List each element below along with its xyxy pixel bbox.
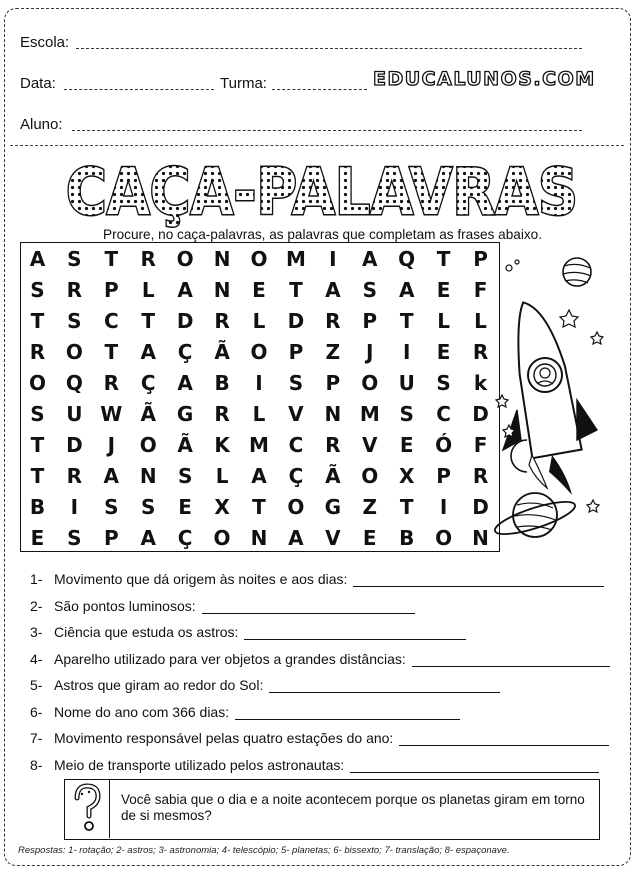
grid-cell[interactable]: I xyxy=(329,247,337,271)
question-text: São pontos luminosos: xyxy=(54,597,196,614)
grid-cell[interactable]: S xyxy=(399,402,414,426)
grid-cell[interactable]: L xyxy=(141,278,155,302)
grid-cell[interactable]: O xyxy=(176,247,194,271)
date-label: Data: xyxy=(20,75,56,92)
grid-cell[interactable]: D xyxy=(176,309,194,333)
small-star-icon xyxy=(506,265,512,271)
grid-cell[interactable]: Ç xyxy=(177,526,193,550)
instructions: Procure, no caça-palavras, as palavras que completam as frases abaixo. xyxy=(103,227,542,242)
question-number: 8- xyxy=(30,756,43,773)
question-item xyxy=(30,677,263,693)
question-number: 6- xyxy=(30,703,43,720)
grid-cell[interactable]: P xyxy=(103,526,119,550)
grid-cell[interactable]: M xyxy=(249,433,269,457)
grid-cell[interactable]: O xyxy=(361,371,379,395)
grid-cell[interactable]: S xyxy=(288,371,304,395)
grid-cell[interactable]: S xyxy=(104,495,119,519)
grid-cell[interactable]: A xyxy=(362,247,378,271)
grid-cell[interactable]: P xyxy=(288,340,304,364)
grid-cell[interactable]: B xyxy=(399,526,415,550)
word-search-grid xyxy=(20,242,500,552)
question-item xyxy=(30,651,406,667)
header-divider xyxy=(10,145,624,146)
class-field[interactable] xyxy=(272,89,367,90)
grid-cell[interactable]: k xyxy=(473,371,488,395)
grid-cell[interactable]: O xyxy=(361,464,379,488)
answer-line[interactable] xyxy=(244,639,466,640)
grid-cell[interactable]: O xyxy=(287,495,305,519)
grid-cell[interactable]: Ã xyxy=(140,402,156,426)
question-text: Meio de transporte utilizado pelos astronautas: xyxy=(54,756,345,773)
grid-cell[interactable]: O xyxy=(435,526,453,550)
grid-cell[interactable]: O xyxy=(213,526,231,550)
school-label: Escola: xyxy=(20,34,70,51)
grid-cell[interactable]: K xyxy=(214,433,230,457)
student-field[interactable] xyxy=(72,130,582,131)
grid-cell[interactable]: Q xyxy=(65,371,83,395)
grid-cell[interactable]: Ã xyxy=(325,464,341,488)
grid-cell[interactable]: T xyxy=(399,495,414,519)
grid-cell[interactable]: S xyxy=(141,495,156,519)
grid-cell[interactable]: R xyxy=(325,309,341,333)
grid-cell[interactable]: P xyxy=(325,371,341,395)
grid-cell[interactable]: P xyxy=(473,247,488,271)
grid-cell[interactable]: W xyxy=(100,402,123,426)
grid-cell[interactable]: A xyxy=(29,247,46,271)
grid-cell[interactable]: U xyxy=(398,371,415,395)
grid-cell[interactable]: D xyxy=(472,402,489,426)
grid-cell[interactable]: T xyxy=(104,340,119,364)
grid-cell[interactable]: N xyxy=(324,402,342,426)
grid-cell[interactable]: R xyxy=(325,433,341,457)
star-icon xyxy=(560,310,578,327)
grid-cell[interactable]: A xyxy=(177,278,193,302)
grid-cell[interactable]: C xyxy=(288,433,304,457)
grid-cell[interactable]: D xyxy=(66,433,83,457)
grid-cell[interactable]: S xyxy=(67,247,82,271)
grid-cell[interactable]: Ã xyxy=(177,433,193,457)
grid-cell[interactable]: D xyxy=(472,495,489,519)
grid-cell[interactable]: N xyxy=(139,464,157,488)
grid-cell[interactable]: Q xyxy=(398,247,416,271)
question-text: Aparelho utilizado para ver objetos a grandes distâncias: xyxy=(54,650,406,667)
school-field[interactable] xyxy=(76,48,582,49)
star-icon xyxy=(496,395,508,407)
grid-cell[interactable]: T xyxy=(141,309,156,333)
grid-cell[interactable]: R xyxy=(29,340,46,364)
grid-cell[interactable]: E xyxy=(436,340,451,364)
grid-cell[interactable]: Ç xyxy=(177,340,193,364)
question-number: 3- xyxy=(30,624,43,640)
grid-cell[interactable]: I xyxy=(439,495,448,519)
grid-cell[interactable]: O xyxy=(65,340,83,364)
grid-cell[interactable]: A xyxy=(251,464,267,488)
grid-cell[interactable]: N xyxy=(213,247,231,271)
title-text: CAÇA-PALAVRAS xyxy=(66,156,578,230)
grid-cell[interactable]: O xyxy=(250,340,268,364)
grid-cell[interactable]: F xyxy=(473,433,488,457)
grid-cell[interactable]: Ã xyxy=(214,340,230,364)
grid-cell[interactable]: A xyxy=(288,526,304,550)
question-item xyxy=(30,757,344,773)
grid-cell[interactable]: T xyxy=(30,433,45,457)
grid-cell[interactable]: B xyxy=(29,495,46,519)
grid-cell[interactable]: T xyxy=(252,495,266,519)
grid-cell[interactable]: R xyxy=(103,371,119,395)
grid-cell[interactable]: T xyxy=(436,247,451,271)
grid-cell[interactable]: J xyxy=(107,433,116,457)
grid-cell[interactable]: N xyxy=(472,526,489,550)
grid-cell[interactable]: L xyxy=(215,464,229,488)
grid-cell[interactable]: F xyxy=(473,278,488,302)
grid-cell[interactable]: E xyxy=(362,526,377,550)
grid-cell[interactable]: N xyxy=(250,526,268,550)
class-label: Turma: xyxy=(220,75,267,92)
fact-box xyxy=(64,779,600,840)
question-item xyxy=(30,598,196,614)
answer-line[interactable] xyxy=(350,772,599,773)
grid-cell[interactable]: G xyxy=(324,495,342,519)
grid-cell[interactable]: S xyxy=(30,278,45,302)
saturn-icon xyxy=(492,493,578,540)
grid-cell[interactable]: L xyxy=(252,402,266,426)
grid-cell[interactable]: P xyxy=(103,278,119,302)
question-text: Movimento responsável pelas quatro estações do ano: xyxy=(54,730,394,746)
fact-text: Você sabia que o dia e a noite acontecem porque os planetas giram em torno de si mesmos? xyxy=(121,792,585,823)
answer-line[interactable] xyxy=(202,613,415,614)
answer-line[interactable] xyxy=(353,586,604,587)
grid-cell[interactable]: L xyxy=(437,309,450,333)
grid-cell[interactable]: D xyxy=(287,309,305,333)
grid-cell[interactable]: S xyxy=(177,464,193,488)
grid-cell[interactable]: X xyxy=(398,464,415,488)
grid-cell[interactable]: B xyxy=(214,371,230,395)
grid-cell[interactable]: I xyxy=(402,340,411,364)
question-text: Nome do ano com 366 dias: xyxy=(54,703,230,720)
grid-cell[interactable]: Ç xyxy=(140,371,156,395)
question-mark-icon xyxy=(65,780,110,838)
answer-line[interactable] xyxy=(399,745,609,746)
question-text: Ciência que estuda os astros: xyxy=(54,624,239,640)
grid-cell[interactable]: Z xyxy=(325,340,341,364)
grid-cell[interactable]: C xyxy=(436,402,451,426)
grid-cell[interactable]: Ç xyxy=(288,464,304,488)
question-item xyxy=(30,624,238,640)
grid-cell[interactable]: Ó xyxy=(435,433,453,457)
question-number: 5- xyxy=(30,677,43,693)
question-number: 2- xyxy=(30,597,43,614)
star-icon xyxy=(591,332,603,344)
grid-cell[interactable]: A xyxy=(177,371,193,395)
grid-cell[interactable]: R xyxy=(66,278,83,302)
grid-cell[interactable]: L xyxy=(252,309,266,333)
grid-cell[interactable]: U xyxy=(66,402,83,426)
grid-cell[interactable]: S xyxy=(436,371,451,395)
grid-cell[interactable]: O xyxy=(28,371,46,395)
student-label: Aluno: xyxy=(20,116,63,133)
brand-logo: EDUCALUNOS.COM xyxy=(373,68,596,90)
grid-cell[interactable]: E xyxy=(436,278,451,302)
grid-cell[interactable]: Z xyxy=(362,495,378,519)
planet-icon xyxy=(563,258,591,286)
grid-cell[interactable]: T xyxy=(30,464,45,488)
grid-cell[interactable]: A xyxy=(140,340,156,364)
question-number: 1- xyxy=(30,571,43,587)
small-star-icon xyxy=(515,260,519,264)
grid-cell[interactable]: R xyxy=(472,464,489,488)
grid-cell[interactable]: T xyxy=(104,247,119,271)
grid-cell[interactable]: G xyxy=(176,402,194,426)
answer-line[interactable] xyxy=(269,692,500,693)
grid-cell[interactable]: O xyxy=(139,433,157,457)
grid-cell[interactable]: E xyxy=(399,433,414,457)
grid-cell[interactable]: I xyxy=(70,495,79,519)
question-number: 7- xyxy=(30,730,43,746)
title-art xyxy=(62,156,582,230)
grid-cell[interactable]: A xyxy=(325,278,341,302)
rocket-icon xyxy=(503,297,597,495)
question-text: Movimento que dá origem às noites e aos dias: xyxy=(54,571,348,587)
grid-cell[interactable]: E xyxy=(30,526,45,550)
grid-cell[interactable]: V xyxy=(288,402,304,426)
grid-cell[interactable]: S xyxy=(362,278,377,302)
grid-cell[interactable]: S xyxy=(30,402,45,426)
page-title xyxy=(62,156,582,230)
grid-cell[interactable]: S xyxy=(67,309,82,333)
grid-cell[interactable]: R xyxy=(214,402,230,426)
grid-cell[interactable]: E xyxy=(252,278,266,302)
grid-cell[interactable]: R xyxy=(66,464,83,488)
grid-cell[interactable]: V xyxy=(362,433,378,457)
grid-cell[interactable]: A xyxy=(140,526,156,550)
grid-cell[interactable]: T xyxy=(289,278,303,302)
grid-cell[interactable]: R xyxy=(214,309,230,333)
grid-cell[interactable]: I xyxy=(255,371,263,395)
star-icon xyxy=(587,500,599,512)
grid-cell[interactable]: C xyxy=(103,309,119,333)
date-field[interactable] xyxy=(64,89,214,90)
grid-cell[interactable]: E xyxy=(178,495,192,519)
grid-cell[interactable]: P xyxy=(362,309,378,333)
grid-cell[interactable]: V xyxy=(325,526,341,550)
grid-cell[interactable]: X xyxy=(214,495,230,519)
question-item xyxy=(30,730,393,746)
question-item xyxy=(30,704,229,720)
grid-cell[interactable]: T xyxy=(399,309,414,333)
question-item xyxy=(30,571,347,587)
grid-cell[interactable]: S xyxy=(67,526,82,550)
grid-cell[interactable]: N xyxy=(213,278,231,302)
grid-cell[interactable]: M xyxy=(359,402,380,426)
answer-line[interactable] xyxy=(235,719,460,720)
question-number: 4- xyxy=(30,650,43,667)
grid-cell[interactable]: L xyxy=(474,309,487,333)
grid-cell[interactable]: T xyxy=(30,309,45,333)
grid-cell[interactable]: R xyxy=(472,340,489,364)
space-illustration xyxy=(497,250,615,560)
grid-cell[interactable]: O xyxy=(250,247,268,271)
answer-line[interactable] xyxy=(412,666,610,667)
answer-key: Respostas: 1- rotação; 2- astros; 3- astronomia; 4- telescópio; 5- planetas; 6- bissexto; 7- translação; 8- espaçonave. xyxy=(18,845,510,856)
grid-cell[interactable]: R xyxy=(140,247,156,271)
grid-cell[interactable]: M xyxy=(285,247,306,271)
grid-cell[interactable]: J xyxy=(366,340,374,364)
grid-cell[interactable]: A xyxy=(103,464,120,488)
question-text: Astros que giram ao redor do Sol: xyxy=(54,677,264,693)
grid-cell[interactable]: A xyxy=(398,278,415,302)
grid-cell[interactable]: P xyxy=(436,464,451,488)
